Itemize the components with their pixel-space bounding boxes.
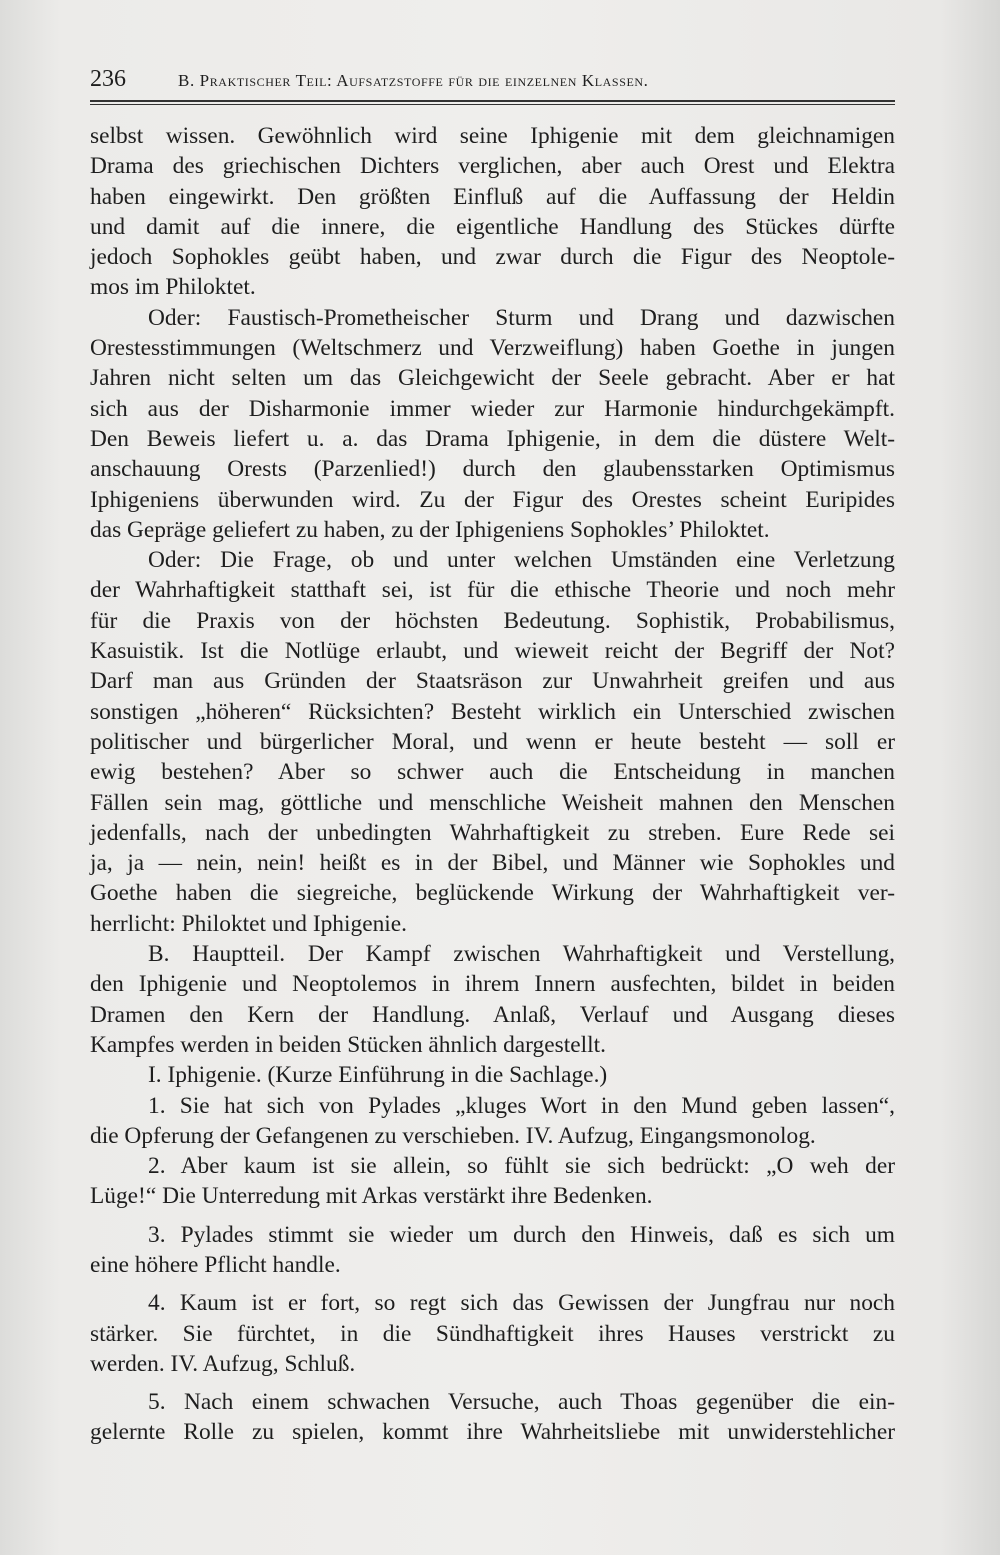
text-line: ewig bestehen? Aber so schwer auch die Entscheidung in manchen: [90, 759, 895, 786]
text-line: sich aus der Disharmonie immer wieder zur Harmonie hindurchgekämpft.: [90, 395, 895, 422]
text-line: haben eingewirkt. Den größten Einfluß auf die Auffassung der Heldin: [90, 183, 895, 210]
list-item: [90, 1151, 895, 1212]
page-header: [90, 66, 895, 93]
text-line: gelernte Rolle zu spielen, kommt ihre Wahrheitsliebe mit unwiderstehlicher: [90, 1419, 895, 1446]
text-line: Darf man aus Gründen der Staatsräson zur Unwahrheit greifen und aus: [90, 668, 895, 695]
text-line: jedenfalls, nach der unbedingten Wahrhaftigkeit zu streben. Eure Rede sei: [90, 819, 895, 846]
header-rule-bottom: [90, 104, 895, 105]
text-line: Kasuistik. Ist die Notlüge erlaubt, und wieweit reicht der Begriff der Not?: [90, 638, 895, 665]
body-text: [90, 121, 895, 1448]
text-line: anschauung Orests (Parzenlied!) durch den glaubensstarken Optimismus: [90, 456, 895, 483]
text-line: Lüge!“ Die Unterredung mit Arkas verstärkt ihre Bedenken.: [90, 1183, 653, 1210]
text-line: den Iphigenie und Neoptolemos in ihrem Innern ausfechten, bildet in beiden: [90, 971, 895, 998]
text-line: Iphigeniens überwunden wird. Zu der Figur des Orestes scheint Euripides: [90, 486, 895, 513]
text-line: 2. Aber kaum ist sie allein, so fühlt sie sich bedrückt: „O weh der: [148, 1153, 895, 1180]
text-line: jedoch Sophokles geübt haben, und zwar durch die Figur des Neoptole-: [90, 244, 895, 271]
text-line: Oder: Die Frage, ob und unter welchen Umständen eine Verletzung: [148, 547, 895, 574]
text-line: Oder: Faustisch-Prometheischer Sturm und Drang und dazwischen: [148, 304, 895, 331]
text-line: Dramen den Kern der Handlung. Anlaß, Verlauf und Ausgang dieses: [90, 1001, 895, 1028]
text-line: 3. Pylades stimmt sie wieder um durch den Hinweis, daß es sich um: [148, 1221, 895, 1248]
text-line: ja, ja — nein, nein! heißt es in der Bibel, und Männer wie Sophokles und: [90, 850, 895, 877]
paragraph: [90, 303, 895, 545]
text-line: I. Iphigenie. (Kurze Einführung in die Sachlage.): [148, 1062, 608, 1089]
text-line: 5. Nach einem schwachen Versuche, auch Thoas gegenüber die ein-: [148, 1389, 895, 1416]
text-line: Kampfes werden in beiden Stücken ähnlich dargestellt.: [90, 1031, 606, 1058]
text-line: der Wahrhaftigkeit statthaft sei, ist für die ethische Theorie und noch mehr: [90, 577, 895, 604]
text-line: Fällen sein mag, göttliche und menschliche Weisheit mahnen den Menschen: [90, 789, 895, 816]
text-line: Goethe haben die siegreiche, beglückende Wirkung der Wahrhaftigkeit ver-: [90, 880, 895, 907]
text-line: Drama des griechischen Dichters verglichen, aber auch Orest und Elektra: [90, 153, 895, 180]
list-item: [90, 1288, 895, 1379]
list-item: [90, 1091, 895, 1152]
text-line: B. Hauptteil. Der Kampf zwischen Wahrhaftigkeit und Verstellung,: [148, 941, 895, 968]
page-number: 236: [90, 66, 126, 92]
paragraph: [90, 545, 895, 939]
text-line: die Opferung der Gefangenen zu verschieben. IV. Aufzug, Eingangsmonolog.: [90, 1122, 816, 1149]
text-line: für die Praxis von der höchsten Bedeutung. Sophistik, Probabilismus,: [90, 607, 895, 634]
text-line: politischer und bürgerlicher Moral, und wenn er heute besteht — soll er: [90, 728, 895, 755]
text-line: werden. IV. Aufzug, Schluß.: [90, 1350, 356, 1377]
text-line: selbst wissen. Gewöhnlich wird seine Iphigenie mit dem gleichnamigen: [90, 123, 895, 149]
text-line: Orestesstimmungen (Weltschmerz und Verzweiflung) haben Goethe in jungen: [90, 335, 895, 362]
header-rule-top: [90, 100, 895, 102]
paragraph: [90, 121, 895, 303]
text-line: mos im Philoktet.: [90, 274, 256, 301]
list-item: [90, 1220, 895, 1281]
list-item: [90, 1387, 895, 1448]
text-line: 1. Sie hat sich von Pylades „kluges Wort in den Mund geben lassen“,: [148, 1092, 895, 1119]
section-heading: [90, 1060, 895, 1090]
running-head: B. Praktischer Teil: Aufsatzstoffe für die einzelnen Klassen.: [178, 71, 649, 90]
text-line: Den Beweis liefert u. a. das Drama Iphigenie, in dem die düstere Welt-: [90, 425, 895, 452]
text-line: und damit auf die innere, die eigentliche Handlung des Stückes dürfte: [90, 213, 895, 240]
text-line: herrlicht: Philoktet und Iphigenie.: [90, 910, 408, 937]
text-line: sonstigen „höheren“ Rücksichten? Besteht wirklich ein Unterschied zwischen: [90, 698, 895, 725]
paragraph: [90, 939, 895, 1060]
text-line: das Gepräge geliefert zu haben, zu der Iphigeniens Sophokles’ Philoktet.: [90, 516, 770, 543]
text-line: stärker. Sie fürchtet, in die Sündhaftigkeit ihres Hauses verstrickt zu: [90, 1320, 895, 1347]
text-line: Jahren nicht selten um das Gleichgewicht der Seele gebracht. Aber er hat: [90, 365, 895, 392]
text-line: 4. Kaum ist er fort, so regt sich das Gewissen der Jungfrau nur noch: [148, 1290, 895, 1317]
text-line: eine höhere Pflicht handle.: [90, 1251, 341, 1278]
